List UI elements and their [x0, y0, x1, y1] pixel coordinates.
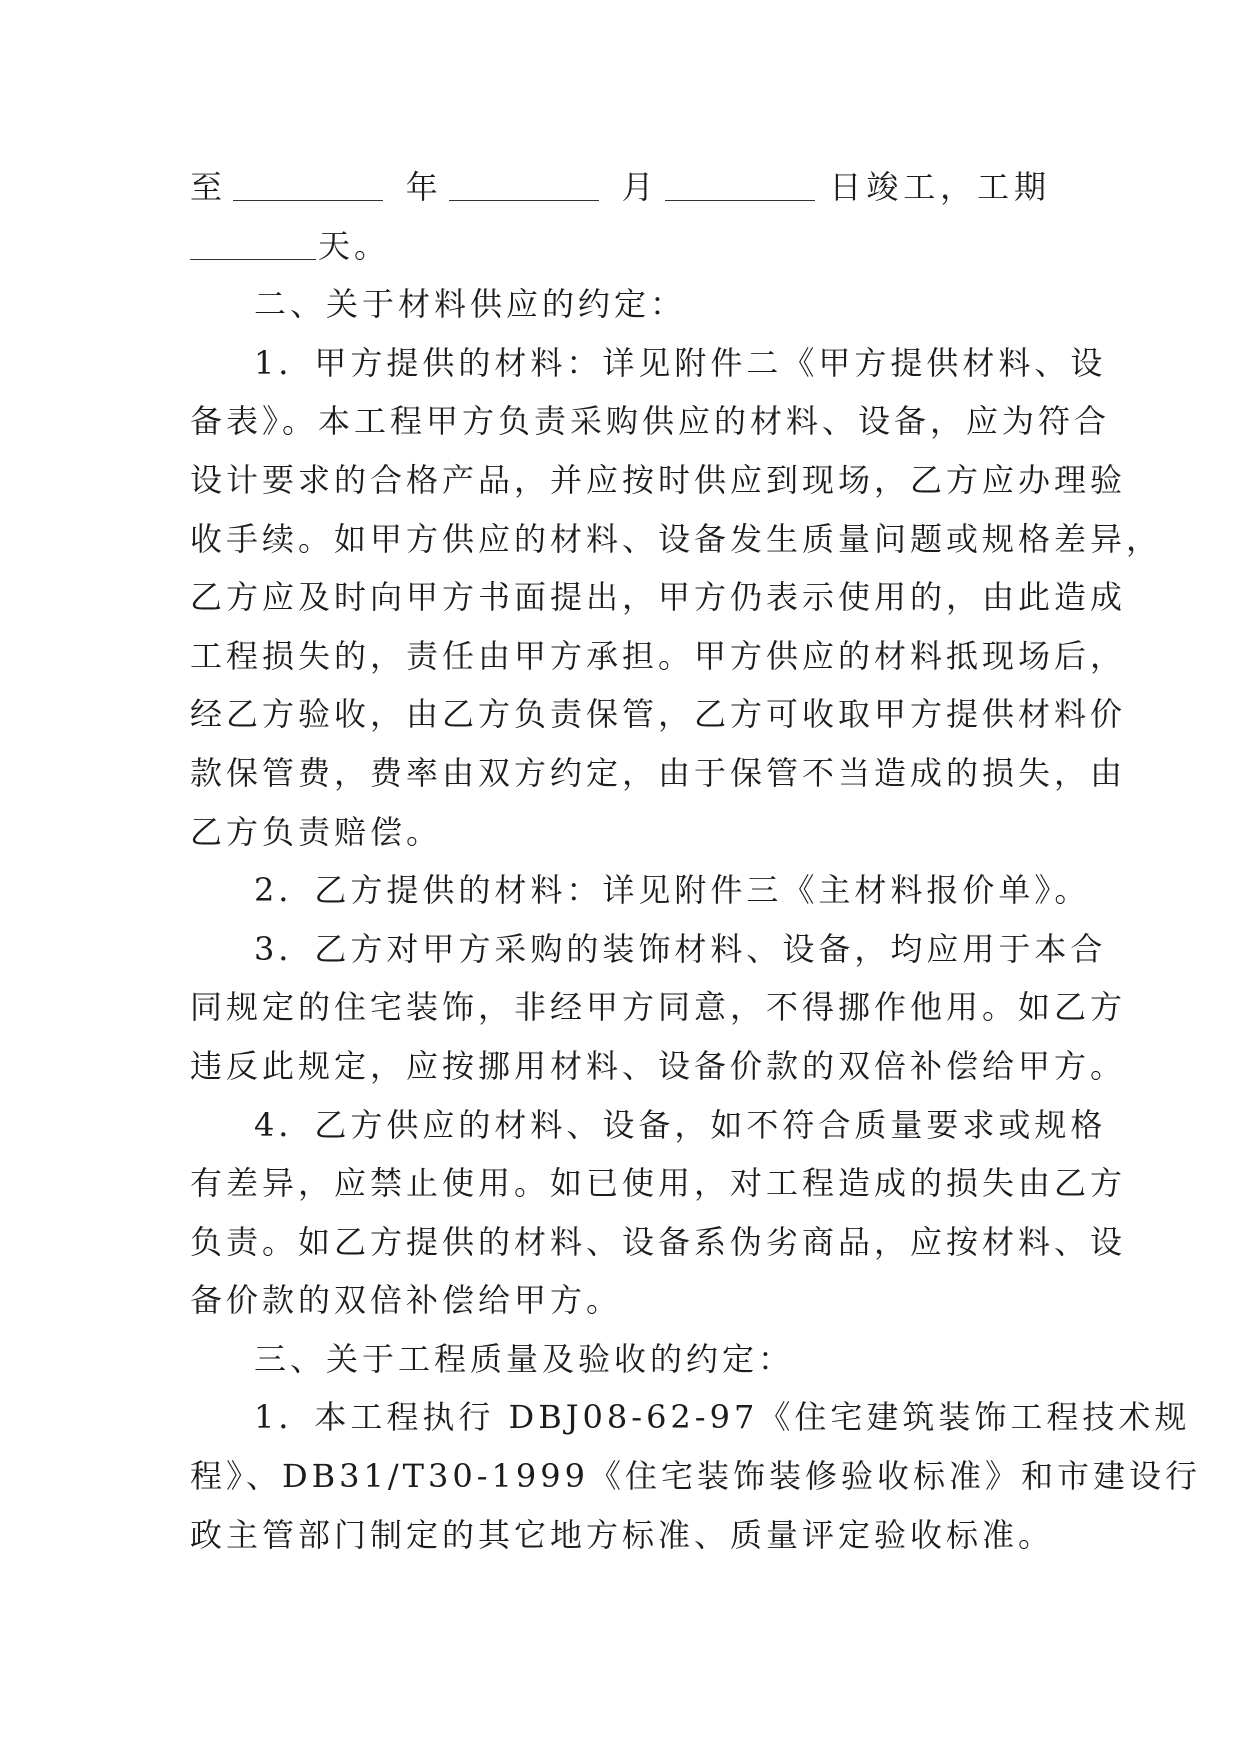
- paragraph-line: 工程损失的，责任由甲方承担。甲方供应的材料抵现场后，: [190, 636, 1127, 675]
- paragraph-line: 同规定的住宅装饰，非经甲方同意，不得挪作他用。如乙方: [190, 988, 1127, 1027]
- paragraph-line: 款保管费，费率由双方约定，由于保管不当造成的损失，由: [190, 753, 1127, 792]
- month-blank: [449, 166, 599, 201]
- year-label: 年: [404, 168, 443, 206]
- paragraph-line: 有差异，应禁止使用。如已使用，对工程造成的损失由乙方: [190, 1164, 1127, 1203]
- paragraph-line: 4．乙方供应的材料、设备，如不符合质量要求或规格: [254, 1105, 1107, 1144]
- paragraph-line: 收手续。如甲方供应的材料、设备发生质量问题或规格差异，: [190, 519, 1163, 558]
- duration-line: [190, 217, 1050, 276]
- year-blank: [233, 166, 383, 201]
- month-label: 月: [620, 168, 659, 206]
- paragraph-line: 乙方应及时向甲方书面提出，甲方仍表示使用的，由此造成: [190, 578, 1127, 617]
- paragraph-line: 2．乙方提供的材料：详见附件三《主材料报价单》。: [254, 871, 1091, 910]
- days-blank: [190, 225, 316, 260]
- section-3-title: 三、关于工程质量及验收的约定：: [254, 1339, 795, 1378]
- paragraph-line: 备表》。本工程甲方负责采购供应的材料、设备，应为符合: [190, 402, 1111, 441]
- date-prefix: 至: [190, 168, 227, 206]
- day-label: 日竣工，工期: [828, 168, 1050, 206]
- paragraph-line: 负责。如乙方提供的材料、设备系伪劣商品，应按材料、设: [190, 1222, 1127, 1261]
- paragraph-line: 政主管部门制定的其它地方标准、质量评定验收标准。: [190, 1515, 1055, 1554]
- day-blank: [665, 166, 815, 201]
- paragraph-line: 1．甲方提供的材料：详见附件二《甲方提供材料、设: [254, 343, 1107, 382]
- paragraph-line: 违反此规定，应按挪用材料、设备价款的双倍补偿给甲方。: [190, 1046, 1127, 1085]
- paragraph-line: 设计要求的合格产品，并应按时供应到现场，乙方应办理验: [190, 460, 1127, 499]
- paragraph-line: 3．乙方对甲方采购的装饰材料、设备，均应用于本合: [254, 929, 1107, 968]
- paragraph-line: 经乙方验收，由乙方负责保管，乙方可收取甲方提供材料价: [190, 695, 1127, 734]
- section-2-title: 二、关于材料供应的约定：: [254, 285, 687, 324]
- date-line: [190, 158, 1050, 217]
- paragraph-line: 程》、DB31/T30-1999《住宅装饰装修验收标准》和市建设行: [190, 1457, 1201, 1496]
- paragraph-line: 1．本工程执行 DBJ08-62-97《住宅建筑装饰工程技术规: [254, 1398, 1191, 1437]
- document-body: [190, 158, 1201, 1564]
- paragraph-line: 乙方负责赔偿。: [190, 812, 443, 851]
- paragraph-line: 备价款的双倍补偿给甲方。: [190, 1281, 623, 1320]
- days-label: 天。: [318, 226, 391, 265]
